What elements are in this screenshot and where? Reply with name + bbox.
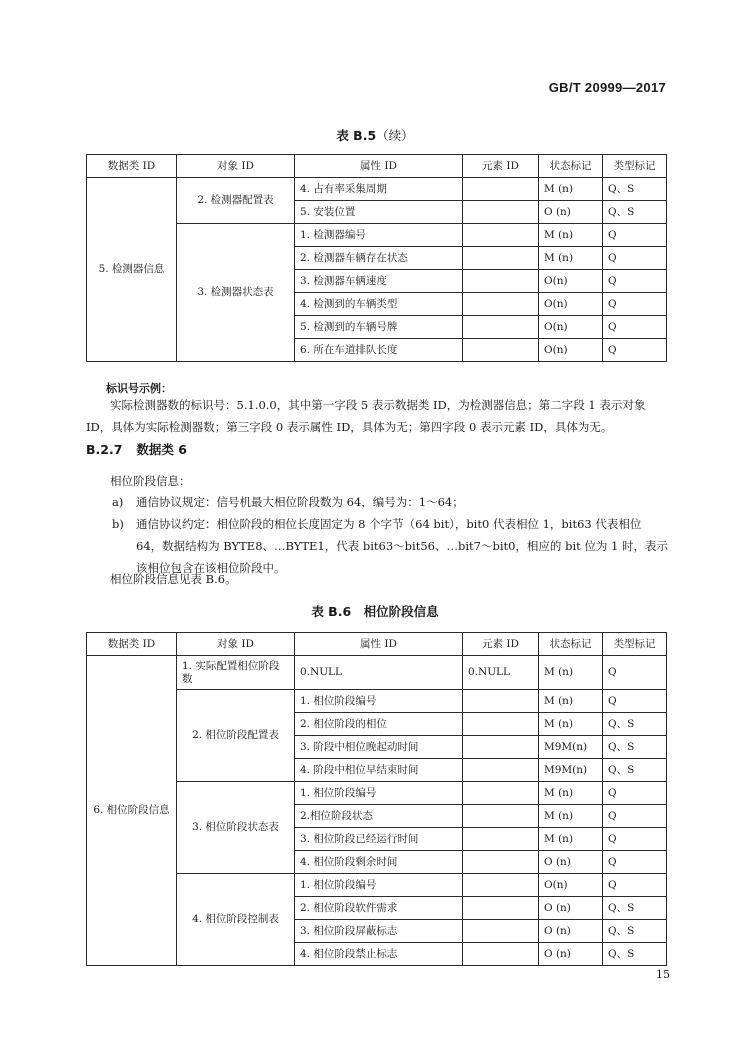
- list-item-text: 通信协议约定：相位阶段的相位长度固定为 8 个字节（64 bit），bit0 代表相位 1，bit63 代表相位 64，数据结构为 BYTE8、…BYTE1，代表 bit63～bit56、…bit7～bit0，相应的 bit 位为 1 时，表示该相位包含在该相位阶段中。: [136, 517, 669, 575]
- state-cell: O (n): [539, 897, 603, 920]
- type-cell: Q、S: [603, 201, 667, 224]
- type-cell: Q: [603, 316, 667, 339]
- type-cell: Q、S: [603, 178, 667, 201]
- list-item-marker: a): [112, 495, 124, 509]
- state-cell: M (n): [539, 656, 603, 690]
- type-cell: Q: [603, 293, 667, 316]
- object-cell: 3. 相位阶段状态表: [177, 782, 295, 874]
- list-item-text: 通信协议规定：信号机最大相位阶段数为 64，编号为：1～64；: [136, 495, 464, 509]
- element-cell: [463, 851, 539, 874]
- state-cell: M9M(n): [539, 759, 603, 782]
- element-cell: [463, 293, 539, 316]
- table-b6-header-row: [87, 633, 667, 656]
- object-cell: 2. 检测器配置表: [177, 178, 295, 224]
- state-cell: M (n): [539, 247, 603, 270]
- element-cell: [463, 690, 539, 713]
- attribute-cell: 3. 相位阶段已经运行时间: [295, 828, 463, 851]
- element-cell: [463, 270, 539, 293]
- type-cell: Q、S: [603, 943, 667, 966]
- element-cell: [463, 224, 539, 247]
- element-cell: [463, 713, 539, 736]
- list-item-marker: b): [112, 517, 124, 531]
- type-cell: Q: [603, 690, 667, 713]
- table-row: [87, 656, 667, 690]
- section-list: [86, 491, 670, 579]
- type-cell: Q、S: [603, 736, 667, 759]
- attribute-cell: 1. 相位阶段编号: [295, 690, 463, 713]
- attribute-cell: 4. 相位阶段禁止标志: [295, 943, 463, 966]
- example-label: 标识号示例：: [106, 382, 172, 395]
- state-cell: O(n): [539, 316, 603, 339]
- attribute-cell: 2. 相位阶段的相位: [295, 713, 463, 736]
- attribute-cell: 2.相位阶段状态: [295, 805, 463, 828]
- attribute-cell: 5. 安装位置: [295, 201, 463, 224]
- section-intro: 相位阶段信息：: [110, 474, 191, 488]
- object-cell: 3. 检测器状态表: [177, 224, 295, 362]
- type-cell: Q: [603, 805, 667, 828]
- col-header-element: 元素 ID: [463, 155, 539, 178]
- element-cell: [463, 897, 539, 920]
- col-header-element: 元素 ID: [463, 633, 539, 656]
- type-cell: Q、S: [603, 713, 667, 736]
- state-cell: M (n): [539, 224, 603, 247]
- type-cell: Q: [603, 224, 667, 247]
- element-cell: [463, 339, 539, 362]
- table-b5-continued: （续）: [376, 128, 414, 143]
- type-cell: Q、S: [603, 897, 667, 920]
- attribute-cell: 3. 阶段中相位晚起动时间: [295, 736, 463, 759]
- element-cell: [463, 874, 539, 897]
- attribute-cell: 4. 相位阶段剩余时间: [295, 851, 463, 874]
- state-cell: M (n): [539, 805, 603, 828]
- type-cell: Q: [603, 270, 667, 293]
- state-cell: O (n): [539, 851, 603, 874]
- type-cell: Q: [603, 851, 667, 874]
- attribute-cell: 3. 检测器车辆速度: [295, 270, 463, 293]
- data-class-cell: 5. 检测器信息: [87, 178, 177, 362]
- element-cell: [463, 316, 539, 339]
- col-header-state: 状态标记: [539, 633, 603, 656]
- element-cell: [463, 782, 539, 805]
- element-cell: [463, 178, 539, 201]
- type-cell: Q: [603, 656, 667, 690]
- attribute-cell: 3. 相位阶段屏蔽标志: [295, 920, 463, 943]
- section-heading: [86, 440, 187, 458]
- element-cell: [463, 805, 539, 828]
- col-header-object: 对象 ID: [177, 155, 295, 178]
- state-cell: O (n): [539, 943, 603, 966]
- element-cell: [463, 736, 539, 759]
- attribute-cell: 0.NULL: [295, 656, 463, 690]
- state-cell: M (n): [539, 690, 603, 713]
- type-cell: Q: [603, 828, 667, 851]
- type-cell: Q: [603, 247, 667, 270]
- state-cell: M (n): [539, 782, 603, 805]
- table-b5-caption: [0, 126, 750, 144]
- element-cell: [463, 201, 539, 224]
- type-cell: Q: [603, 874, 667, 897]
- state-cell: O(n): [539, 293, 603, 316]
- state-cell: M (n): [539, 713, 603, 736]
- standard-number: GB/T 20999—2017: [548, 80, 666, 95]
- element-cell: [463, 759, 539, 782]
- table-b5-caption-title: 表 B.5: [336, 128, 377, 143]
- col-header-object: 对象 ID: [177, 633, 295, 656]
- col-header-attribute: 属性 ID: [295, 155, 463, 178]
- col-header-state: 状态标记: [539, 155, 603, 178]
- state-cell: O(n): [539, 874, 603, 897]
- state-cell: M (n): [539, 828, 603, 851]
- attribute-cell: 4. 检测到的车辆类型: [295, 293, 463, 316]
- section-title: 数据类 6: [136, 442, 187, 457]
- col-header-attribute: 属性 ID: [295, 633, 463, 656]
- section-number: B.2.7: [86, 442, 123, 457]
- attribute-cell: 4. 阶段中相位早结束时间: [295, 759, 463, 782]
- table-b6-caption: 表 B.6 相位阶段信息: [311, 604, 439, 619]
- data-class-cell: 6. 相位阶段信息: [87, 656, 177, 966]
- state-cell: O(n): [539, 270, 603, 293]
- object-cell: 2. 相位阶段配置表: [177, 690, 295, 782]
- state-cell: M9M(n): [539, 736, 603, 759]
- object-cell: 1. 实际配置相位阶段数: [177, 656, 295, 690]
- attribute-cell: 5. 检测到的车辆号牌: [295, 316, 463, 339]
- element-cell: [463, 247, 539, 270]
- col-header-data-class: 数据类 ID: [87, 155, 177, 178]
- type-cell: Q: [603, 782, 667, 805]
- attribute-cell: 1. 相位阶段编号: [295, 874, 463, 897]
- attribute-cell: 2. 检测器车辆存在状态: [295, 247, 463, 270]
- object-cell: 4. 相位阶段控制表: [177, 874, 295, 966]
- table-b5: [86, 154, 667, 362]
- col-header-type: 类型标记: [603, 155, 667, 178]
- element-cell: 0.NULL: [463, 656, 539, 690]
- attribute-cell: 1. 检测器编号: [295, 224, 463, 247]
- attribute-cell: 6. 所在车道排队长度: [295, 339, 463, 362]
- table-b5-header-row: [87, 155, 667, 178]
- table-b6: [86, 632, 667, 966]
- element-cell: [463, 828, 539, 851]
- attribute-cell: 1. 相位阶段编号: [295, 782, 463, 805]
- page-number: 15: [656, 968, 670, 981]
- state-cell: O (n): [539, 920, 603, 943]
- element-cell: [463, 943, 539, 966]
- type-cell: Q: [603, 339, 667, 362]
- list-item: [86, 491, 670, 513]
- state-cell: O (n): [539, 201, 603, 224]
- col-header-data-class: 数据类 ID: [87, 633, 177, 656]
- state-cell: O(n): [539, 339, 603, 362]
- state-cell: M (n): [539, 178, 603, 201]
- example-text: 实际检测器数的标识号：5.1.0.0，其中第一字段 5 表示数据类 ID，为检测器信息；第二字段 1 表示对象 ID，具体为实际检测器数；第三字段 0 表示属性 ID，具体为无；第四字段 0 表示元素 ID，具体为无。: [86, 398, 646, 434]
- attribute-cell: 2. 相位阶段软件需求: [295, 897, 463, 920]
- table-row: [87, 178, 667, 201]
- see-table-text: 相位阶段信息见表 B.6。: [110, 572, 237, 586]
- type-cell: Q、S: [603, 920, 667, 943]
- col-header-type: 类型标记: [603, 633, 667, 656]
- type-cell: Q、S: [603, 759, 667, 782]
- attribute-cell: 4. 占有率采集周期: [295, 178, 463, 201]
- element-cell: [463, 920, 539, 943]
